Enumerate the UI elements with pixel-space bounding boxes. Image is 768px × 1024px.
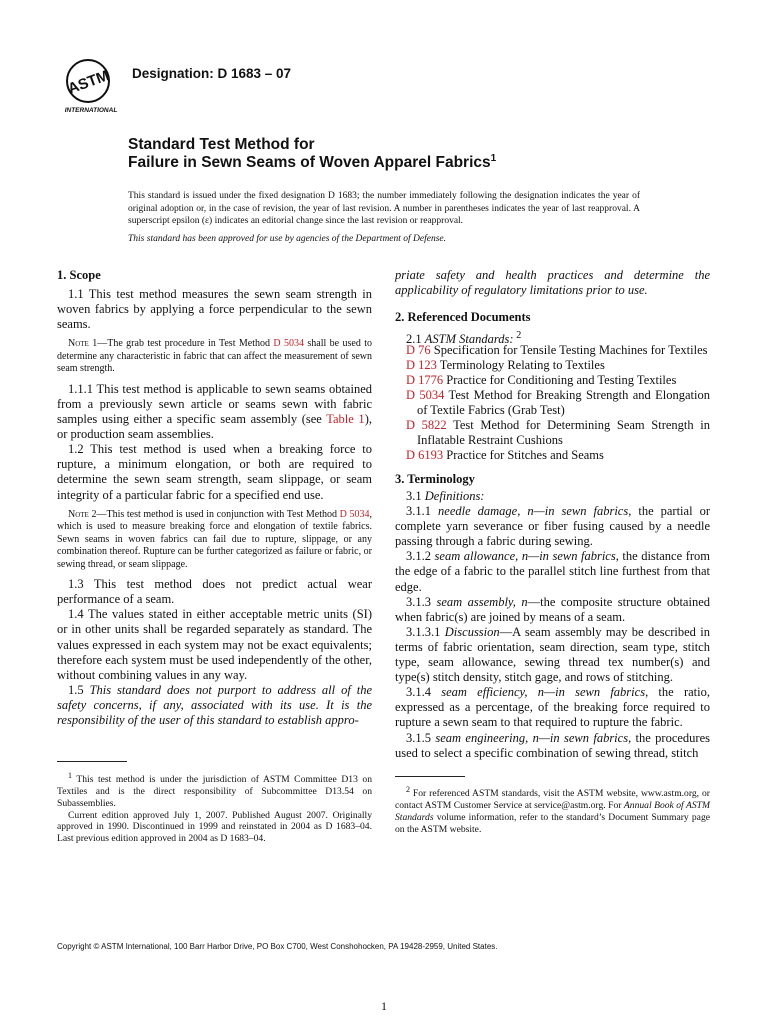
note-2 (57, 509, 372, 572)
footnote-2 (395, 784, 710, 835)
def-num: 3.1 (406, 489, 425, 503)
ref-link[interactable]: D 5034 (406, 388, 445, 402)
terminology-body (395, 489, 710, 761)
para-1-1-1-b: ), or production seam assemblies. (57, 412, 372, 442)
fn2-text-italic: Annual Book of ASTM Standards (395, 799, 710, 823)
designation: Designation: D 1683 – 07 (132, 66, 292, 81)
term-3-1-4 (395, 685, 710, 730)
t1-num: 3.1.1 (406, 504, 439, 519)
ref-title: Specification for Tensile Testing Machines for Textiles (430, 343, 708, 357)
astm-logo (60, 57, 122, 115)
para-1-1-1-a: 1.1.1 This test method is applicable to sewn seams obtained from a previously sewn article or seams sewn with fabric samples using either a specific seam assembly (see (57, 381, 372, 427)
note-1-label: Note (68, 338, 89, 350)
fn1-text-b: Current edition approved July 1, 2007. Published August 2007. Originally approved in 1990. Discontinued in 1999 and reinstated in 2004 as D 1683–04. Last previous edition approved in 2004 as D 1683–04. (57, 809, 372, 845)
t2-num: 3.1.2 (406, 549, 435, 564)
ref-item (395, 418, 710, 448)
ref-item (395, 388, 710, 418)
scope-heading: 1. Scope (57, 268, 101, 282)
t3-text: —the composite structure obtained when fabric(s) are joined by means of a seam. (395, 594, 710, 624)
t6-text: , the procedures used to select a specific combination of sewing thread, stitch (395, 730, 711, 760)
note-1-text-a: 1—The grab test procedure in Test Method (88, 338, 274, 350)
link-table-1[interactable]: Table 1 (326, 412, 365, 427)
ref-link[interactable]: D 123 (406, 358, 437, 372)
t2-term: seam allowance, n—in sewn fabrics (434, 549, 616, 564)
title-text: Failure in Sewn Seams of Woven Apparel Fabrics (128, 154, 491, 172)
ref-title: Test Method for Breaking Strength and Elongation of Textile Fabrics (Grab Test) (417, 388, 710, 417)
note-2-text-a: 2—This test method is used in conjunction with Test Method (88, 508, 340, 520)
logo-subtext: INTERNATIONAL (64, 107, 118, 114)
ref-link[interactable]: D 76 (406, 343, 431, 357)
ref-link[interactable]: D 5822 (406, 418, 447, 432)
dod-approval: This standard has been approved for use by agencies of the Department of Defense. (128, 234, 447, 244)
ref-item (395, 343, 710, 358)
term-3-1-3-1 (395, 625, 710, 685)
astm-label: ASTM Standards: (424, 332, 514, 347)
fn1-text-a: This test method is under the jurisdiction of ASTM Committee D13 on Textiles and is the direct responsibility of Subcommittee D13.54 on Subassemblies. (57, 774, 372, 809)
ref-title: Practice for Conditioning and Testing Textiles (443, 373, 677, 387)
ref-link[interactable]: D 1776 (406, 373, 444, 387)
note-2-label: Note (68, 508, 89, 520)
para-1-5 (57, 683, 372, 728)
ref-link[interactable]: D 6193 (406, 448, 444, 462)
ref-item (395, 448, 710, 463)
para-1-1-1 (57, 382, 372, 442)
t5-term: seam efficiency, n—in sewn fabrics (441, 685, 646, 700)
fn2-text-a: For referenced ASTM standards, visit the ASTM website, www.astm.org, or contact ASTM Customer Service at service@astm.org. For (395, 788, 710, 811)
para-1-4: 1.4 The values stated in either acceptable metric units (SI) or in other units shall be regarded separately as standard. The values expressed in each system may not be exact equivalents; therefore each system must be used independently of the other, without combining values in any way. (57, 607, 372, 682)
copyright: Copyright © ASTM International, 100 Barr Harbor Drive, PO Box C700, West Conshohocken, PA 19428-2959, United States. (57, 942, 498, 951)
title-line2 (128, 153, 496, 172)
logo-text: ASTM (65, 67, 112, 98)
title-line1: Standard Test Method for (128, 136, 315, 153)
footnote-1 (57, 770, 372, 845)
def-label: Definitions: (424, 489, 485, 503)
page-number: 1 (381, 999, 387, 1013)
astm-sup: 2 (513, 330, 522, 341)
link-d5034-b[interactable]: D 5034 (339, 508, 370, 520)
t3-num: 3.1.3 (406, 594, 437, 609)
ref-heading: 2. Referenced Documents (395, 310, 531, 324)
t4-num: 3.1.3.1 (406, 624, 445, 639)
para-1-2: 1.2 This test method is used when a breaking force to rupture, a minimum elongation, or both are required to determine the sewn seam strength, seam slippage, or seam integrity of a particular fabric for a specified end use. (57, 442, 372, 502)
note-2-text-b: , which is used to measure breaking force and elongation of textile fabrics. Sewn seams in woven fabrics can fail due to rupture, slippage, or any combination thereof. Rupture can be further categorized as failure or fabric, or sewing thread, or seam slippage. (57, 508, 372, 570)
t5-text: , the ratio, expressed as a percentage, of the breaking force required to rupture a sewn seam to that required to rupture the fabric. (395, 685, 710, 730)
term-3-1-5 (395, 731, 710, 761)
fn2-text-b: volume information, refer to the standard’s Document Summary page on the ASTM website. (395, 811, 710, 835)
note-1-text-b: shall be used to determine any characteristic in fabric that can affect the measurement of sewn seam strength. (57, 338, 372, 375)
ref-item (395, 373, 710, 388)
t6-term: seam engineering, n—in sewn fabrics (435, 730, 629, 745)
footnote-rule-right (395, 776, 465, 777)
ref-title: Test Method for Determining Seam Strength in Inflatable Restraint Cushions (417, 418, 711, 447)
t1-term: needle damage, n—in sewn fabrics (438, 504, 629, 519)
left-column (57, 268, 372, 728)
footnote-rule-left (57, 761, 127, 762)
fn2-mark: 2 (406, 785, 410, 794)
t5-num: 3.1.4 (406, 685, 442, 700)
t4-text: —A seam assembly may be described in terms of fabric orientation, seam direction, seam type, stitch type, seam allowance, sewing thread tex number(s) and type(s) stitch density, stitch gage, and rows of stitching. (395, 624, 711, 685)
scope-continuation: priate safety and health practices and determine the applicability of regulatory limitations prior to use. (395, 268, 710, 298)
link-d5034-a[interactable]: D 5034 (273, 338, 304, 350)
para-1-3: 1.3 This test method does not predict actual wear performance of a seam. (57, 577, 372, 607)
note-1 (57, 338, 372, 376)
term-3-1-2 (395, 549, 710, 594)
t1-text: , the partial or complete yarn severance or fiber fusing caused by a needle passing through a fabric during sewing. (395, 504, 710, 549)
t3-term: seam assembly, n (436, 594, 528, 609)
ref-title: Practice for Stitches and Seams (443, 448, 604, 462)
t4-term: Discussion (444, 624, 500, 639)
term-3-1-1 (395, 504, 710, 549)
intro-paragraph: This standard is issued under the fixed designation D 1683; the number immediately following the designation indicates the year of original adoption or, in the case of revision, the year of last revision. A number in parentheses indicates the year of last reapproval. A superscript epsilon (ε) indicates an editorial change since the last revision or reapproval. (128, 191, 640, 226)
term-3-1-3 (395, 595, 710, 625)
astm-num: 2.1 (406, 332, 425, 347)
para-1-5-num: 1.5 (68, 682, 90, 697)
para-1-1: 1.1 This test method measures the sewn seam strength in woven fabrics by applying a force perpendicular to the sewn seams. (57, 287, 372, 332)
t2-text: , the distance from the edge of a fabric to the parallel stitch line furthest from that edge. (395, 549, 710, 594)
title-footnote-mark: 1 (490, 153, 497, 164)
ref-item (395, 358, 710, 373)
terminology-heading: 3. Terminology (395, 472, 475, 486)
fn1-mark: 1 (68, 771, 72, 780)
definitions-label (395, 489, 710, 504)
ref-list (395, 343, 710, 463)
ref-title: Terminology Relating to Textiles (436, 358, 605, 372)
t6-num: 3.1.5 (406, 730, 436, 745)
para-1-5-text: This standard does not purport to address all of the safety concerns, if any, associated with its use. It is the responsibility of the user of this standard to establish appro- (57, 682, 372, 727)
